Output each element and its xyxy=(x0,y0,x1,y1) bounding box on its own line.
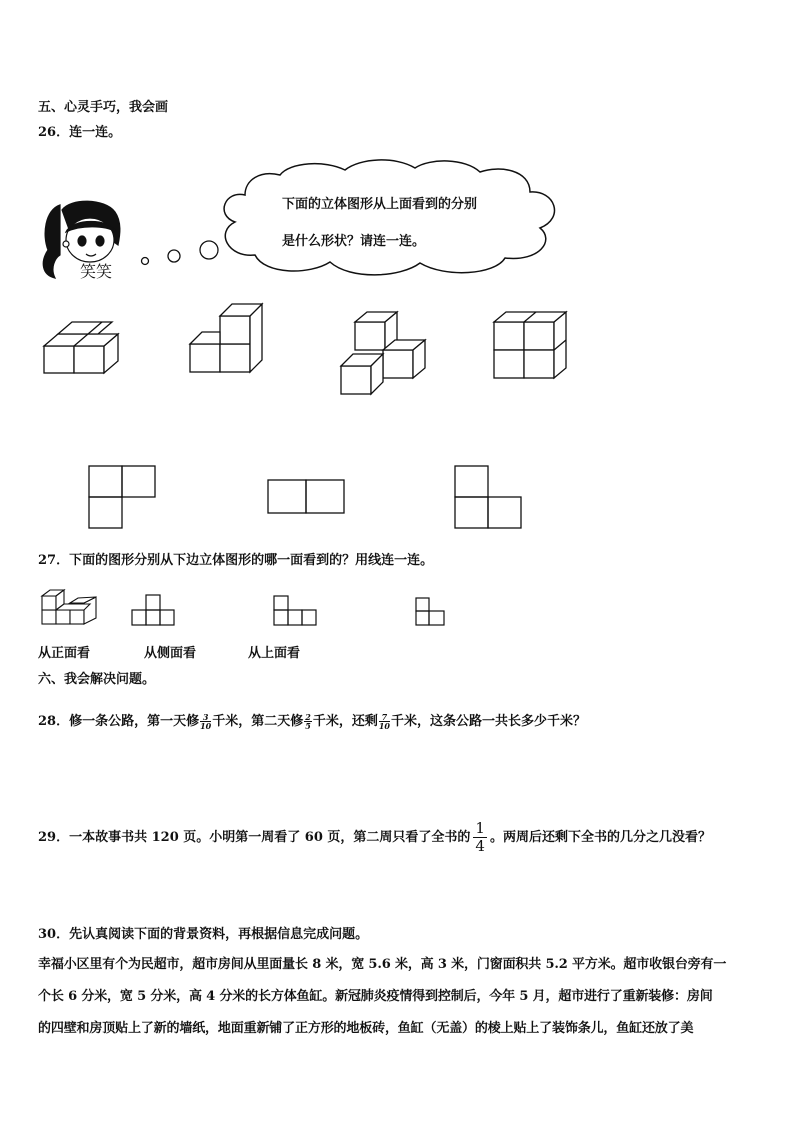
section6-title: 六、我会解决问题。 xyxy=(38,672,156,687)
q26-solid-3 xyxy=(341,312,425,394)
q29-f-den: 4 xyxy=(475,837,485,855)
section5-title: 五、心灵手巧，我会画 xyxy=(38,100,169,115)
q28-mid1: 千米，第二天修 xyxy=(212,714,304,729)
q28-fraction-2 xyxy=(304,713,312,730)
q28-f2-num: 2 xyxy=(305,712,311,722)
q30-title: 30．先认真阅读下面的背景资料，再根据信息完成问题。 xyxy=(38,927,369,942)
girl-name-label: 笑笑 xyxy=(80,262,113,281)
q26-view-b xyxy=(268,480,344,513)
q27-title: 27．下面的图形分别从下边立体图形的哪一面看到的？用线连一连。 xyxy=(38,553,434,568)
q28-text xyxy=(38,712,586,732)
q28-fraction-3 xyxy=(379,713,390,730)
q28-mid2: 千米，还剩 xyxy=(312,714,378,729)
q28-f1-num: 3 xyxy=(200,713,211,722)
q27-view-3 xyxy=(416,598,444,625)
speech-cloud xyxy=(224,160,554,275)
thought-dot-large xyxy=(200,241,218,259)
q26-solid-4 xyxy=(494,312,566,378)
q27-label-side: 从侧面看 xyxy=(144,646,197,661)
q27-view-2 xyxy=(274,596,316,625)
q29-fraction xyxy=(473,820,487,855)
q28-f3-num: 7 xyxy=(379,713,390,722)
q29-text xyxy=(38,820,711,856)
q26-title: 26．连一连。 xyxy=(38,125,122,140)
q27-solid xyxy=(42,590,96,624)
q27-label-top: 从上面看 xyxy=(248,646,301,661)
thought-dot-small xyxy=(142,258,149,265)
q28-f3-den: 10 xyxy=(378,721,390,731)
q29-prefix: 29．一本故事书共 120 页。小明第一周看了 60 页，第二周只看了全书的 xyxy=(38,830,471,845)
q27-view-1 xyxy=(132,595,174,625)
q29-suffix: 。两周后还剩下全书的几分之几没看？ xyxy=(489,830,711,845)
q28-f1-den: 10 xyxy=(200,721,212,731)
q26-solid-1 xyxy=(44,322,118,373)
bubble-text-line1: 下面的立体图形从上面看到的分别 xyxy=(282,197,478,212)
q26-view-c xyxy=(455,466,521,528)
q28-f2-den: 5 xyxy=(305,721,311,731)
q28-suffix: 千米，这条公路一共长多少千米？ xyxy=(390,714,586,729)
q28-fraction-1 xyxy=(200,713,211,730)
q30-line3: 的四壁和房顶贴上了新的墙纸，地面重新铺了正方形的地板砖，鱼缸（无盖）的棱上贴上了装饰条儿，鱼缸还放了美 xyxy=(38,1021,694,1036)
q26-view-a xyxy=(89,466,155,528)
q30-line1: 幸福小区里有个为民超市，超市房间从里面量长 8 米，宽 5.6 米，高 3 米，门窗面积共 5.2 平方米。超市收银台旁有一 xyxy=(38,957,727,972)
q27-label-front: 从正面看 xyxy=(38,646,91,661)
q26-solid-2 xyxy=(190,304,262,372)
thought-dot-medium xyxy=(168,250,180,262)
q29-f-num: 1 xyxy=(475,819,485,837)
q30-line2: 个长 6 分米，宽 5 分米，高 4 分米的长方体鱼缸。新冠肺炎疫情得到控制后，今年 5 月，超市进行了重新装修：房间 xyxy=(38,989,713,1004)
q28-prefix: 28．修一条公路，第一天修 xyxy=(38,714,200,729)
bubble-text-line2: 是什么形状？请连一连。 xyxy=(282,234,426,249)
